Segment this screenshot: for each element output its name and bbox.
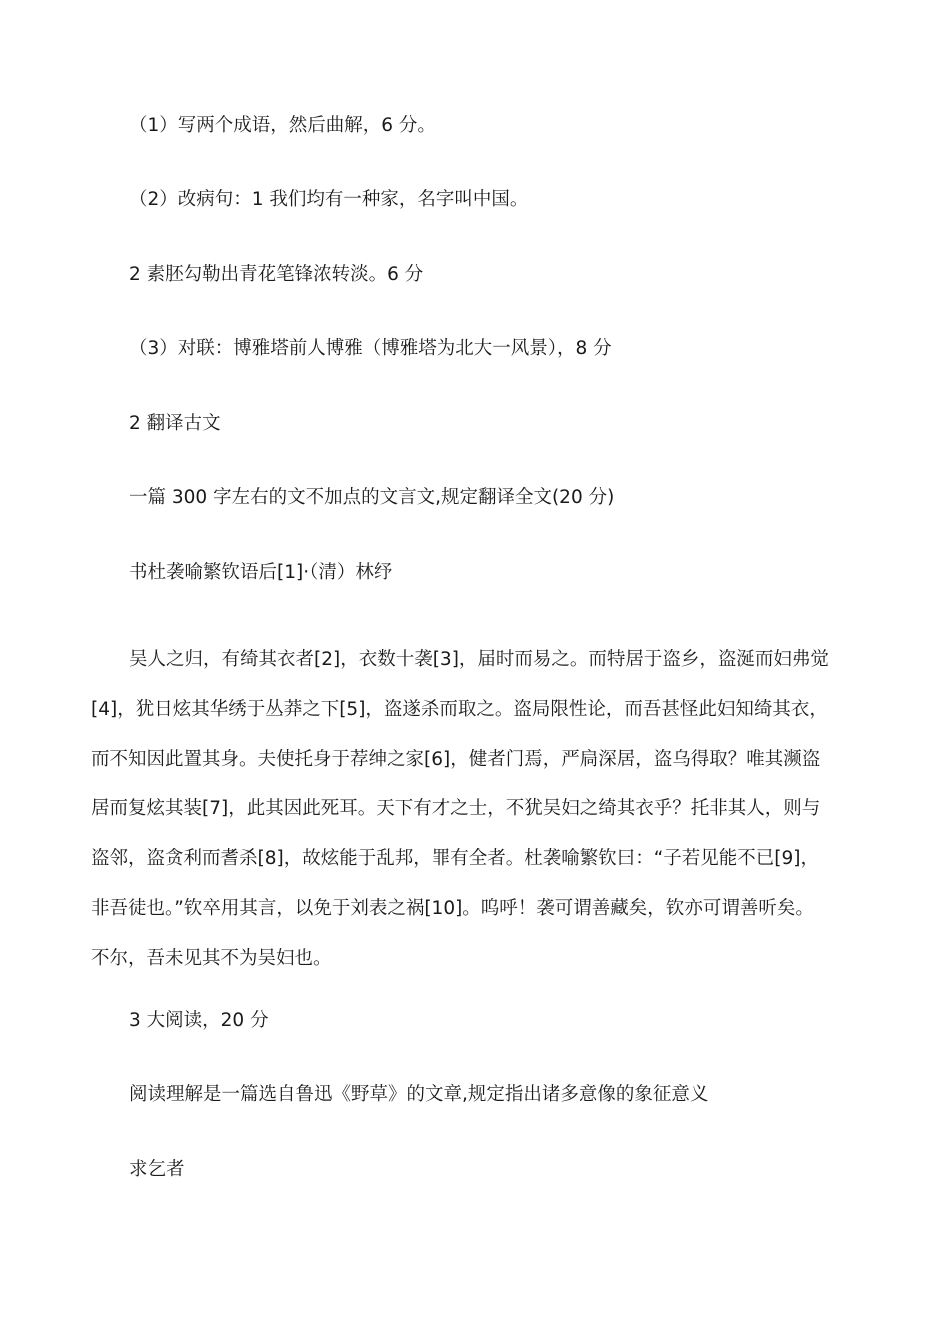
section-3-description: 阅读理解是一篇选自鲁迅《野草》的文章,规定指出诸多意像的象征意义 [129, 1084, 709, 1105]
section-3-heading: 3 大阅读，20 分 [129, 1010, 269, 1031]
question-item-1: （1）写两个成语，然后曲解，6 分。 [129, 115, 436, 136]
passage-title: 书杜袭喻繁钦语后[1]·（清）林纾 [129, 562, 393, 583]
passage-line: 而不知因此置其身。夫使托身于荐绅之家[6]，健者门焉，严扃深居，盗乌得取？唯其濒盗 [91, 748, 821, 770]
classical-passage [91, 635, 861, 984]
passage-line: 不尔，吾未见其不为吴妇也。 [91, 947, 332, 969]
question-item-3: （3）对联：博雅塔前人博雅（博雅塔为北大一风景），8 分 [129, 338, 612, 359]
passage-line: 居而复炫其装[7]，此其因此死耳。天下有才之士，不犹吴妇之绮其衣乎？托非其人，则与 [91, 798, 821, 820]
question-item-2: （2）改病句：1 我们均有一种家，名字叫中国。 [129, 189, 529, 210]
passage-line: 非吾徒也。”钦卒用其言，以免于刘表之祸[10]。呜呼！袭可谓善藏矣，钦亦可谓善听矣。 [91, 897, 814, 919]
passage-line: 盗邻，盗贪利而耆杀[8]，故炫能于乱邦，罪有全者。杜袭喻繁钦曰：“子若见能不已[9]， [91, 848, 819, 870]
reading-title: 求乞者 [129, 1159, 185, 1180]
section-2-description: 一篇 300 字左右的文不加点的文言文,规定翻译全文(20 分) [129, 487, 615, 508]
section-2-heading: 2 翻译古文 [129, 413, 221, 434]
question-item-2-sub: 2 素胚勾勒出青花笔锋浓转淡。6 分 [129, 264, 424, 285]
passage-line: 吴人之归，有绮其衣者[2]，衣数十袭[3]，届时而易之。而特居于盗乡，盗涎而妇弗觉 [129, 649, 829, 670]
passage-line: [4]，犹日炫其华绣于丛莽之下[5]，盗遂杀而取之。盗局限性论，而吾甚怪此妇知绮其衣， [91, 698, 828, 720]
